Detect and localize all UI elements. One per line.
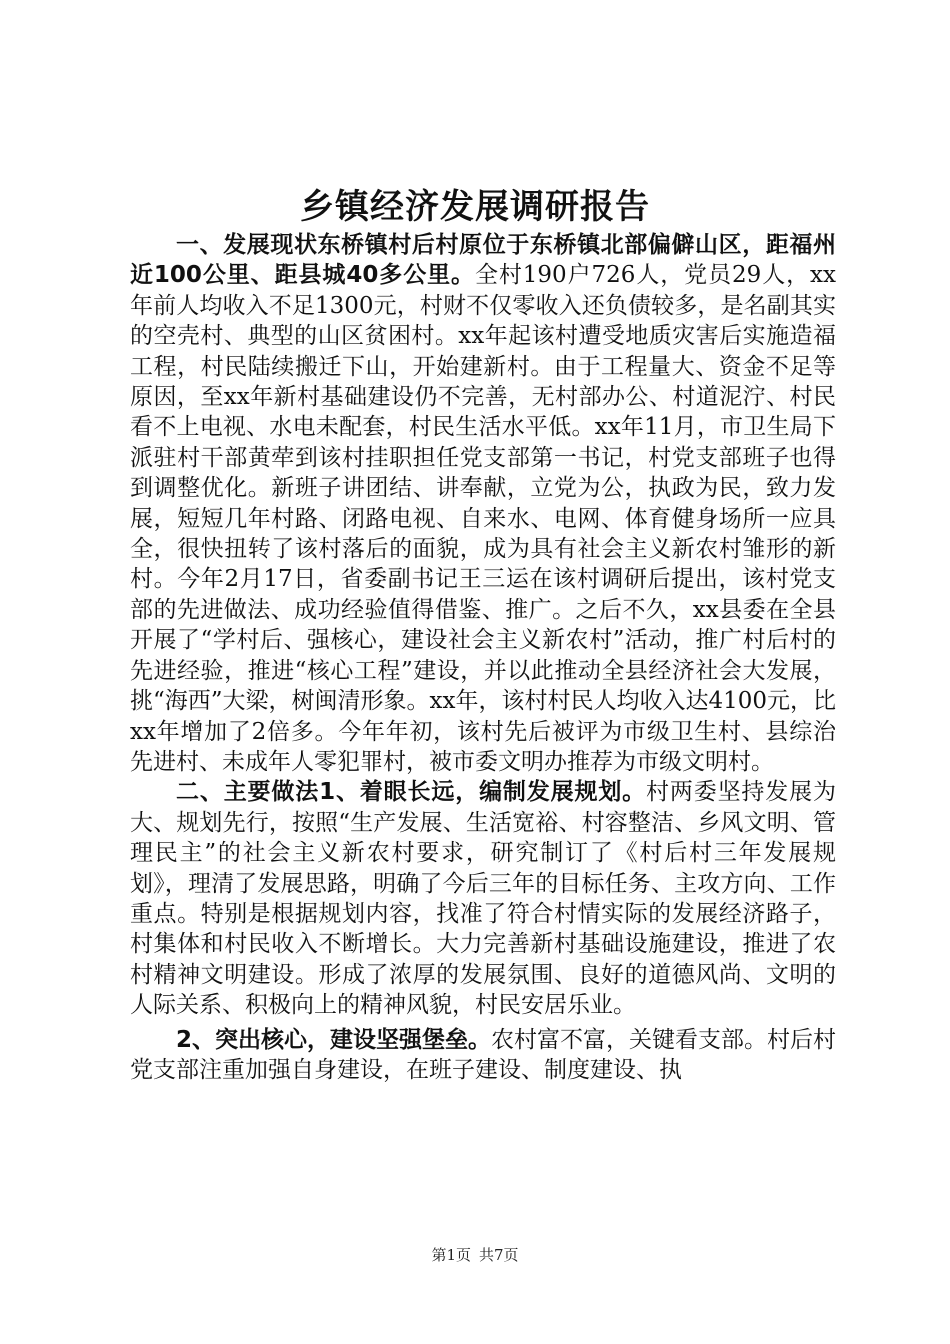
- paragraph-lead: 2、突出核心，建设坚强堡垒。: [176, 1026, 492, 1053]
- paragraph-text: 农村富不富，关键看支部。村后村党支部注重加强自身建设，在班子建设、制度建设、执: [130, 1026, 837, 1083]
- paragraph-lead: 二、主要做法1、着眼长远，编制发展规划。: [176, 779, 647, 806]
- paragraph-core: [130, 1025, 836, 1086]
- paragraph-lead: 一、发展现状东桥镇村后村原位于东桥镇北部偏僻山区，距福州近100公里、距县城40多公里。: [130, 232, 836, 289]
- paragraph-status: [130, 230, 836, 777]
- document-body: [130, 230, 836, 1085]
- page-number: 第1页: [431, 1246, 471, 1264]
- document-title: 乡镇经济发展调研报告: [300, 187, 650, 227]
- page-total: 共7页: [479, 1246, 519, 1264]
- paragraph-text: 村两委坚持发展为大、规划先行，按照“生产发展、生活宽裕、村容整洁、乡风文明、管理民主”的社会主义新农村要求，研究制订了《村后村三年发展规划》，理清了发展思路，明确了今后三年的目标任务、主攻方向、工作重点。特别是根据规划内容，找准了符合村情实际的发展经济路子，村集体和村民收入不断增长。大力完善新村基础设施建设，推进了农村精神文明建设。形成了浓厚的发展氛围、良好的道德风尚、文明的人际关系、积极向上的精神风貌，村民安居乐业。: [130, 779, 836, 1019]
- paragraph-methods: [130, 777, 836, 1020]
- page-footer: [0, 1245, 950, 1265]
- paragraph-text: 全村190户726人，党员29人，xx年前人均收入不足1300元，村财不仅零收入还负债较多，是名副其实的空壳村、典型的山区贫困村。xx年起该村遭受地质灾害后实施造福工程，村民陆续搬迁下山，开始建新村。由于工程量大、资金不足等原因，至xx年新村基础建设仍不完善，无村部办公、村道泥泞、村民看不上电视、水电未配套，村民生活水平低。xx年11月，市卫生局下派驻村干部黄荦到该村挂职担任党支部第一书记，村党支部班子也得到调整优化。新班子讲团结、讲奉献，立党为公，执政为民，致力发展，短短几年村路、闭路电视、自来水、电网、体育健身场所一应具全，很快扭转了该村落后的面貌，成为具有社会主义新农村雏形的新村。今年2月17日，省委副书记王三运在该村调研后提出，该村党支部的先进做法、成功经验值得借鉴、推广。之后不久，xx县委在全县开展了“学村后、强核心，建设社会主义新农村”活动，推广村后村的先进经验，推进“核心工程”建设，并以此推动全县经济社会大发展，挑“海西”大梁，树闽清形象。xx年，该村村民人均收入达4100元，比xx年增加了2倍多。今年年初，该村先后被评为市级卫生村、县综治先进村、未成年人零犯罪村，被市委文明办推荐为市级文明村。: [130, 262, 836, 775]
